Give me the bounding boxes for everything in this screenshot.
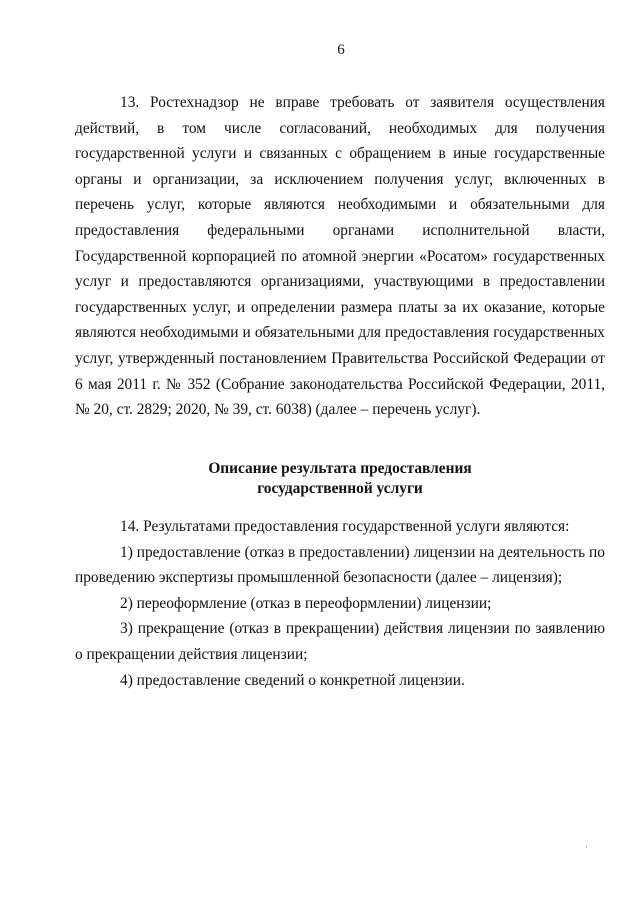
corner-mark: · — [585, 842, 588, 852]
page-number: 6 — [337, 42, 345, 58]
result-item-1: 1) предоставление (отказ в предоставлении) лицензии на деятельность по проведению экспертизы промышленной безопасности (далее – лицензия); — [75, 543, 605, 587]
result-item-2: 2) переоформление (отказ в переоформлении) лицензии; — [120, 594, 492, 612]
section-heading-line-2: государственной услуги — [257, 480, 423, 497]
result-item-4: 4) предоставление сведений о конкретной лицензии. — [120, 671, 465, 689]
paragraph-14: 14. Результатами предоставления государственной услуги являются: — [120, 518, 570, 535]
result-item-3: 3) прекращение (отказ в прекращении) действия лицензии по заявлению о прекращении действия лицензии; — [75, 620, 605, 663]
section-heading — [75, 459, 605, 499]
section-heading-line-1: Описание результата предоставления — [208, 460, 472, 477]
paragraph-13: 13. Ростехнадзор не вправе требовать от заявителя осуществления действий, в том числе согласований, необходимых для получения государственной услуги и связанных с обращением в иные государственные органы и организации, за исключением получения услуг, включенных в перечень услуг, которые являются необходимыми и обязательными для предоставления федеральными органами исполнительной власти, Государственной корпорацией по атомной энергии «Росатом» государственных услуг и предоставляются организациями, участвующими в предоставлении государственных услуг, и определении размера платы за их оказание, которые являются необходимыми и обязательными для предоставления государственных услуг, утвержденный постановлением Правительства Российской Федерации от 6 мая 2011 г. № 352 (Собрание законодательства Российской Федерации, 2011, № 20, ст. 2829; 2020, № 39, ст. 6038) (далее – перечень услуг). — [75, 94, 605, 419]
results-list-block — [75, 514, 605, 693]
paragraph-13-block — [75, 90, 605, 423]
